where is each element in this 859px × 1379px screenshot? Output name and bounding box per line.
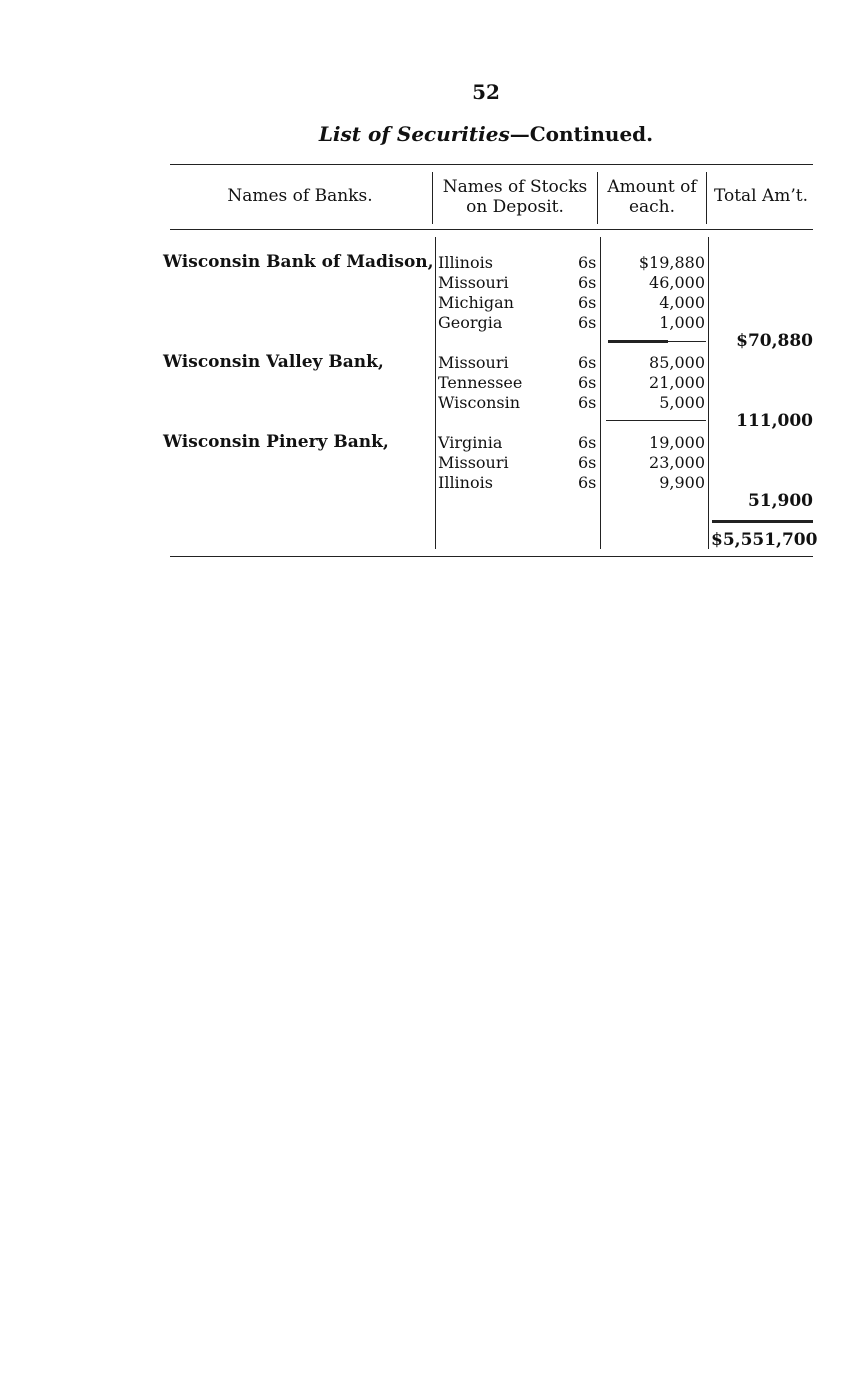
stock-rate: 6s: [578, 433, 597, 452]
stock-rate: 6s: [578, 253, 597, 272]
stock-amount: 21,000: [649, 373, 705, 392]
header-banks: Names of Banks.: [227, 186, 373, 206]
stock-state: Tennessee: [438, 373, 523, 392]
header-bottom-rule: [170, 229, 813, 230]
page-title: [0, 122, 859, 146]
bank-name: Wisconsin Bank of Madison,: [163, 252, 434, 272]
header-total: Total Am’t.: [713, 186, 809, 206]
page-number: 52: [472, 80, 500, 104]
bank-total: $70,880: [736, 331, 813, 351]
bank-total: 51,900: [747, 491, 813, 511]
header-stocks-line2: on Deposit.: [466, 197, 564, 217]
stock-amount: 9,900: [659, 473, 705, 492]
header-divider-1: [432, 172, 433, 224]
stock-state: Michigan: [438, 293, 514, 312]
header-amount-line2: each.: [628, 197, 676, 217]
stock-state: Illinois: [438, 253, 493, 272]
title-italic: List of Securities: [318, 122, 510, 146]
header-amount-line1: Amount of: [607, 177, 697, 197]
stock-state: Missouri: [438, 453, 509, 472]
stock-amount: 46,000: [649, 273, 705, 292]
table-bottom-rule: [170, 556, 813, 557]
stock-state: Missouri: [438, 273, 509, 292]
bank-name: Wisconsin Pinery Bank,: [163, 432, 389, 452]
stock-amount: 5,000: [659, 393, 705, 412]
header-divider-2: [597, 172, 598, 224]
stock-rate: 6s: [578, 313, 597, 332]
table-top-rule: [170, 164, 813, 165]
header-stocks-line1: Names of Stocks: [442, 177, 588, 197]
subtotal-rule: [668, 341, 706, 342]
grand-total: $5,551,700: [711, 530, 818, 550]
stock-state: Missouri: [438, 353, 509, 372]
stock-rate: 6s: [578, 473, 597, 492]
subtotal-rule: [608, 340, 668, 343]
subtotal-rule: [606, 420, 706, 421]
stock-rate: 6s: [578, 353, 597, 372]
stock-rate: 6s: [578, 293, 597, 312]
stock-amount: 19,000: [649, 433, 705, 452]
bank-name: Wisconsin Valley Bank,: [163, 352, 384, 372]
body-divider-2: [600, 237, 601, 549]
stock-state: Georgia: [438, 313, 503, 332]
stock-rate: 6s: [578, 453, 597, 472]
stock-state: Illinois: [438, 473, 493, 492]
bank-total: 111,000: [736, 411, 813, 431]
stock-amount: 23,000: [649, 453, 705, 472]
stock-amount: 85,000: [649, 353, 705, 372]
body-divider-1: [435, 237, 436, 549]
stock-rate: 6s: [578, 373, 597, 392]
stock-amount: $19,880: [638, 253, 705, 272]
stock-state: Virginia: [438, 433, 503, 452]
grand-total-rule: [712, 520, 813, 523]
stock-amount: 4,000: [659, 293, 705, 312]
header-stocks: [434, 177, 596, 217]
stock-amount: 1,000: [659, 313, 705, 332]
header-amount: [599, 177, 705, 217]
stock-rate: 6s: [578, 393, 597, 412]
title-continued: —Continued.: [509, 122, 654, 146]
stock-state: Wisconsin: [438, 393, 521, 412]
body-divider-3: [708, 237, 709, 549]
stock-rate: 6s: [578, 273, 597, 292]
